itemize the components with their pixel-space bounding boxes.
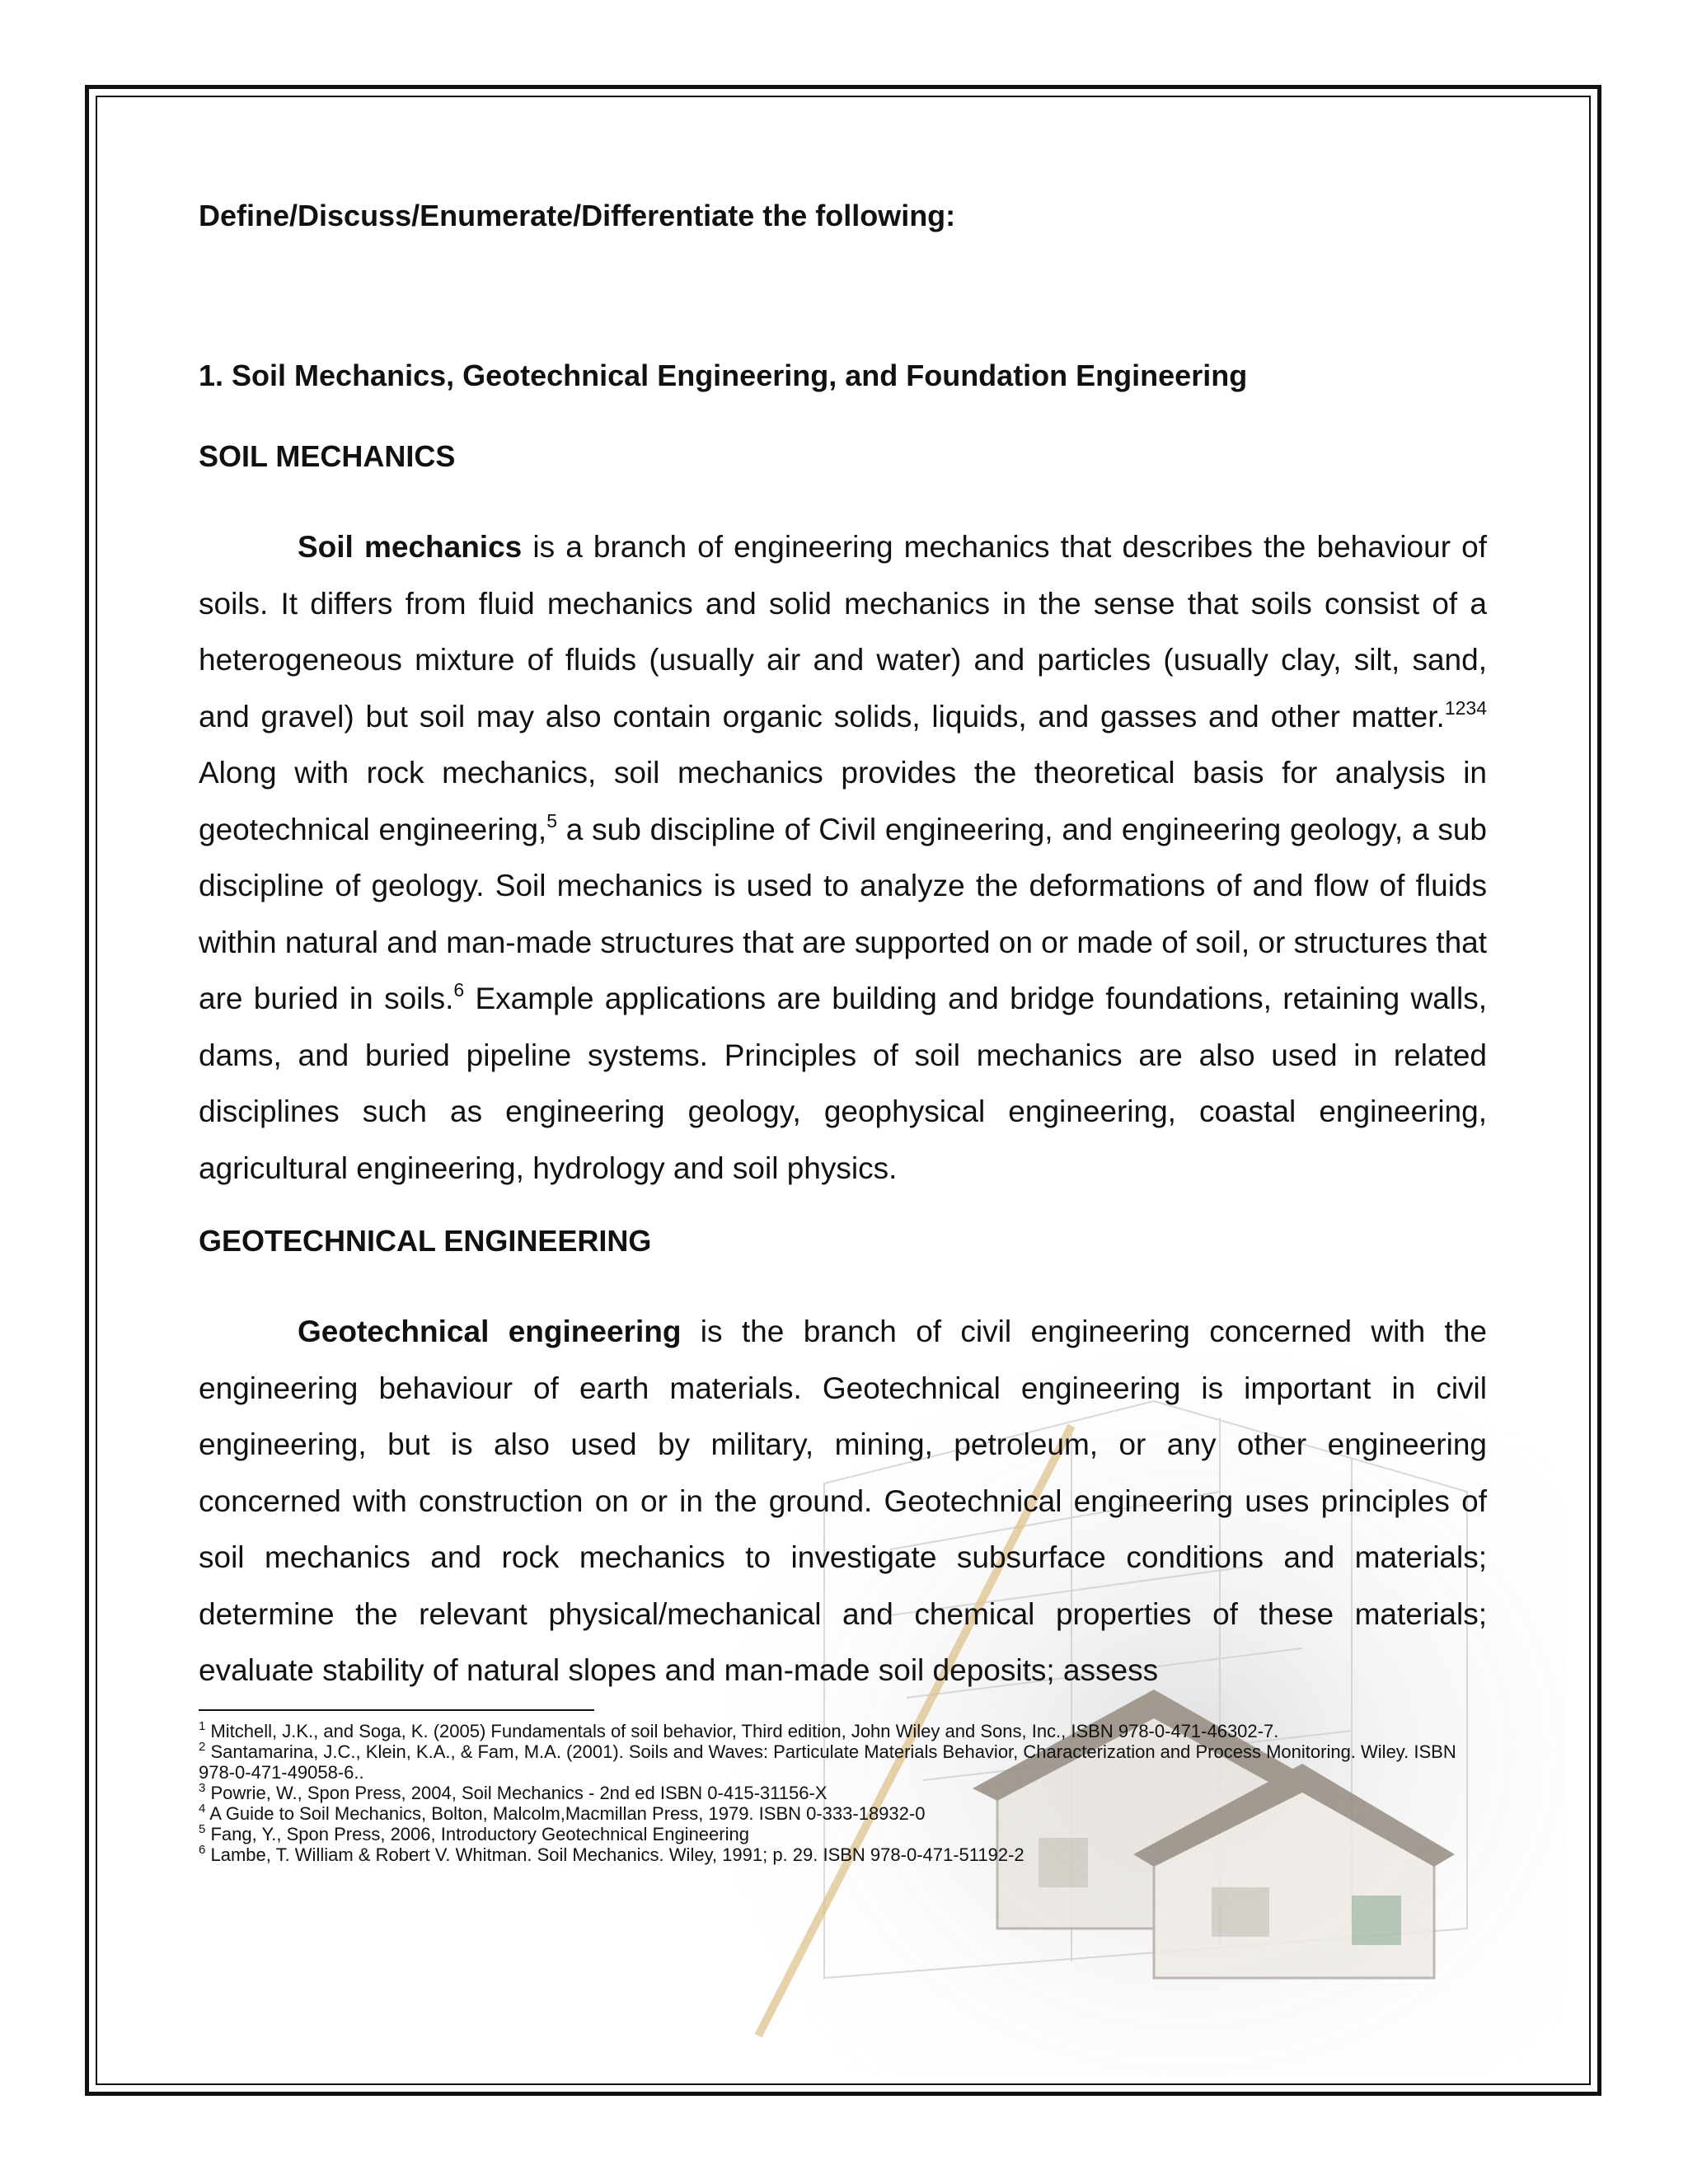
footnote-ref-6: 6 [453,979,465,1001]
footnotes [199,1718,1487,1865]
footnote [199,1741,1487,1783]
footnote-number: 5 [199,1821,206,1836]
footnote-number: 1 [199,1718,206,1733]
footnote [199,1821,1487,1844]
question-1-heading: 1. Soil Mechanics, Geotechnical Engineering, and Foundation Engineering [199,359,1248,392]
footnote [199,1844,1487,1865]
soil-mechanics-paragraph [199,519,1487,1197]
footnote-text: Santamarina, J.C., Klein, K.A., & Fam, M.A. (2001). Soils and Waves: Particulate Materials Behavior, Characterization and Process Monitoring. Wiley. ISBN 978-0-471-49058-6.. [199,1741,1456,1783]
footnote-number: 4 [199,1801,206,1816]
soil-mechanics-text-d: Example applications are building and bridge foundations, retaining walls, dams, and buried pipeline systems. Principles of soil mechanics are also used in related disciplines such as engineering geology, geophysical engineering, coastal engineering, agricultural engineering, hydrology and soil physics. [199,982,1488,1185]
soil-mechanics-text-a: is a branch of engineering mechanics that describes the behaviour of soils. It differs from fluid mechanics and solid mechanics in the sense that soils consist of a heterogeneous mixture of fluids (usually air and water) and particles (usually clay, silt, sand, and gravel) but soil may also contain organic solids, liquids, and gasses and other matter. [199,530,1487,733]
document-body [199,196,1487,1865]
footnote-text: Powrie, W., Spon Press, 2004, Soil Mechanics - 2nd ed ISBN 0-415-31156-X [210,1782,828,1803]
soil-mechanics-text-b: Along with rock mechanics, soil mechanics provides the theoretical basis for analysis in geotechnical engineering, [199,756,1487,846]
footnote-number: 2 [199,1739,206,1754]
geotechnical-term: Geotechnical engineering [298,1315,682,1348]
footnote-text: Mitchell, J.K., and Soga, K. (2005) Fundamentals of soil behavior, Third edition, John Wiley and Sons, Inc., ISBN 978-0-471-46302-7. [210,1720,1279,1741]
geotechnical-paragraph [199,1304,1487,1699]
footnote-separator [199,1709,594,1711]
instruction-heading: Define/Discuss/Enumerate/Differentiate the following: [199,199,956,232]
soil-mechanics-term: Soil mechanics [298,530,523,564]
soil-mechanics-text-c: a sub discipline of Civil engineering, and engineering geology, a sub discipline of geology. Soil mechanics is used to analyze the deformations of and flow of fluids within natural and man-made structures that are supported on or made of soil, or structures that are buried in soils. [199,812,1488,1015]
footnote-text: Fang, Y., Spon Press, 2006, Introductory Geotechnical Engineering [210,1823,749,1844]
footnote [199,1803,1487,1824]
footnote [199,1718,1487,1741]
footnote [199,1780,1487,1803]
footnote-ref-5: 5 [546,809,558,832]
footnote-number: 6 [199,1842,206,1857]
footnote-ref-1234: 1234 [1444,696,1487,719]
geotechnical-heading: GEOTECHNICAL ENGINEERING [199,1224,652,1258]
geotechnical-text: is the branch of civil engineering concerned with the engineering behaviour of earth materials. Geotechnical engineering is important in civil engineering, but is also used by military, mining, petroleum, or any other engineering concerned with construction on or in the ground. Geotechnical engineering uses principles of soil mechanics and rock mechanics to investigate subsurface conditions and materials; determine the relevant physical/mechanical and chemical properties of these materials; evaluate stability of natural slopes and man-made soil deposits; assess [199,1315,1487,1687]
soil-mechanics-heading: SOIL MECHANICS [199,439,456,473]
footnote-text: A Guide to Soil Mechanics, Bolton, Malcolm,Macmillan Press, 1979. ISBN 0-333-18932-0 [209,1802,926,1824]
footnote-text: Lambe, T. William & Robert V. Whitman. Soil Mechanics. Wiley, 1991; p. 29. ISBN 978-0-471-51192-2 [210,1844,1025,1865]
footnote-number: 3 [199,1780,206,1795]
